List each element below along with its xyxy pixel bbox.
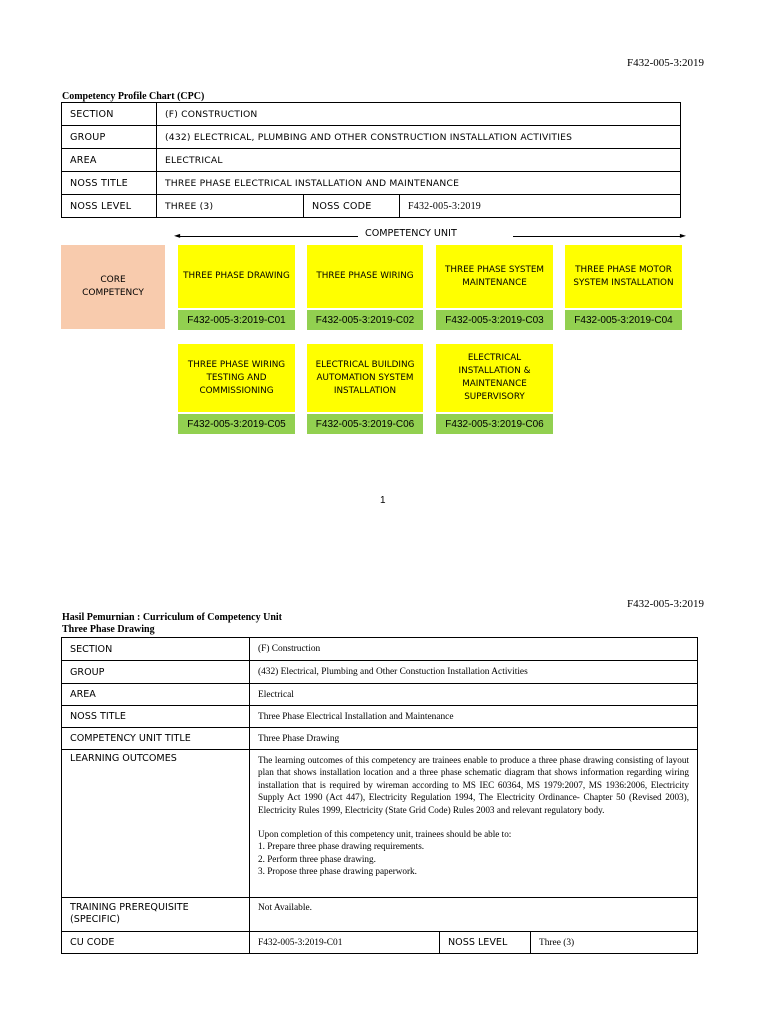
area-label: AREA [62, 149, 157, 172]
area-value: Electrical [250, 684, 698, 706]
chart-title: Competency Profile Chart (CPC) [62, 91, 205, 102]
unit-code: F432-005-3:2019-C03 [436, 310, 553, 330]
list-item: 2. Perform three phase drawing. [258, 853, 376, 864]
cu-code-label: CU CODE [62, 932, 250, 954]
unit-heading: Three Phase Drawing [62, 624, 155, 635]
core-competency-box [61, 245, 165, 329]
area-value: ELECTRICAL [157, 149, 681, 172]
table-row [62, 728, 698, 750]
table-row [62, 126, 681, 149]
noss-level-label: NOSS LEVEL [62, 195, 157, 218]
noss-level-value: Three (3) [531, 932, 698, 954]
group-label: GROUP [62, 661, 250, 684]
arrow-left-icon: ◄ [174, 231, 181, 240]
noss-title-value: THREE PHASE ELECTRICAL INSTALLATION AND MAINTENANCE [157, 172, 681, 195]
cu-title-value: Three Phase Drawing [250, 728, 698, 750]
section-label: SECTION [62, 638, 250, 661]
unit-title: THREE PHASE WIRING TESTING AND COMMISSIONING [178, 344, 295, 412]
curriculum-table [61, 637, 698, 954]
learning-outcomes-label: LEARNING OUTCOMES [62, 750, 250, 898]
unit-code: F432-005-3:2019-C04 [565, 310, 682, 330]
table-row [62, 638, 698, 661]
core-competency-label: CORE COMPETENCY [82, 275, 144, 298]
unit-title: THREE PHASE DRAWING [178, 245, 295, 308]
noss-code-label: NOSS CODE [304, 195, 400, 218]
unit-title: THREE PHASE SYSTEM MAINTENANCE [436, 245, 553, 308]
unit-code: F432-005-3:2019-C05 [178, 414, 295, 434]
noss-code-value: F432-005-3:2019 [400, 195, 681, 218]
learning-outcomes-value [250, 750, 698, 898]
curriculum-heading: Hasil Pemurnian : Curriculum of Competency Unit [62, 612, 282, 623]
arrow-right-icon: ► [679, 231, 686, 240]
page-number: 1 [380, 495, 386, 506]
noss-title-label: NOSS TITLE [62, 706, 250, 728]
section-value: (F) CONSTRUCTION [157, 103, 681, 126]
noss-level-value: THREE (3) [157, 195, 304, 218]
competency-unit-label: COMPETENCY UNIT [365, 228, 457, 239]
unit-title: ELECTRICAL BUILDING AUTOMATION SYSTEM INSTALLATION [307, 344, 423, 412]
section-value: (F) Construction [250, 638, 698, 661]
table-row [62, 103, 681, 126]
unit-title: THREE PHASE WIRING [307, 245, 423, 308]
noss-level-label: NOSS LEVEL [440, 932, 531, 954]
learning-outcomes-paragraph: The learning outcomes of this competency are trainees enable to produce a three phase drawing consisting of layout plan that shows installation location and a three phase schematic diagram that shows information regarding wiring installation that is required by wireman according to MS IEC 60364, MS 1979:2007, MS 1936:2006, Electricity Supply Act 1990 (Act 447), Electricity Regulation 1994, The Electricity Ordinance- Chapter 50 (Revised 2003), Electricity Rules 1999, Electricity (State Grid Code) Rules 2003 and relevant regulatory body. [258, 755, 689, 815]
table-row [62, 706, 698, 728]
unit-title: ELECTRICAL INSTALLATION & MAINTENANCE SUPERVISORY [436, 344, 553, 412]
noss-title-value: Three Phase Electrical Installation and Maintenance [250, 706, 698, 728]
unit-code: F432-005-3:2019-C06 [307, 414, 423, 434]
table-row [62, 684, 698, 706]
table-row [62, 661, 698, 684]
document-number: F432-005-3:2019 [627, 598, 704, 610]
table-row [62, 172, 681, 195]
table-row [62, 932, 698, 954]
table-row [62, 750, 698, 898]
section-label: SECTION [62, 103, 157, 126]
table-row [62, 149, 681, 172]
learning-outcomes-intro: Upon completion of this competency unit, trainees should be able to: [258, 829, 512, 840]
list-item: 3. Propose three phase drawing paperwork. [258, 866, 417, 877]
profile-table [61, 102, 681, 218]
prerequisite-label: TRAINING PREREQUISITE (SPECIFIC) [62, 898, 250, 932]
unit-title: THREE PHASE MOTOR SYSTEM INSTALLATION [565, 245, 682, 308]
divider [178, 236, 358, 237]
unit-code: F432-005-3:2019-C06 [436, 414, 553, 434]
group-value: (432) Electrical, Plumbing and Other Constuction Installation Activities [250, 661, 698, 684]
prerequisite-value: Not Available. [250, 898, 698, 932]
divider [513, 236, 682, 237]
cu-code-value: F432-005-3:2019-C01 [250, 932, 440, 954]
table-row [62, 898, 698, 932]
table-row [62, 195, 681, 218]
noss-title-label: NOSS TITLE [62, 172, 157, 195]
competency-unit-header [174, 228, 686, 243]
document-number: F432-005-3:2019 [627, 57, 704, 69]
list-item: 1. Prepare three phase drawing requirements. [258, 841, 425, 852]
unit-code: F432-005-3:2019-C02 [307, 310, 423, 330]
unit-code: F432-005-3:2019-C01 [178, 310, 295, 330]
cu-title-label: COMPETENCY UNIT TITLE [62, 728, 250, 750]
group-label: GROUP [62, 126, 157, 149]
area-label: AREA [62, 684, 250, 706]
group-value: (432) ELECTRICAL, PLUMBING AND OTHER CONSTRUCTION INSTALLATION ACTIVITIES [157, 126, 681, 149]
